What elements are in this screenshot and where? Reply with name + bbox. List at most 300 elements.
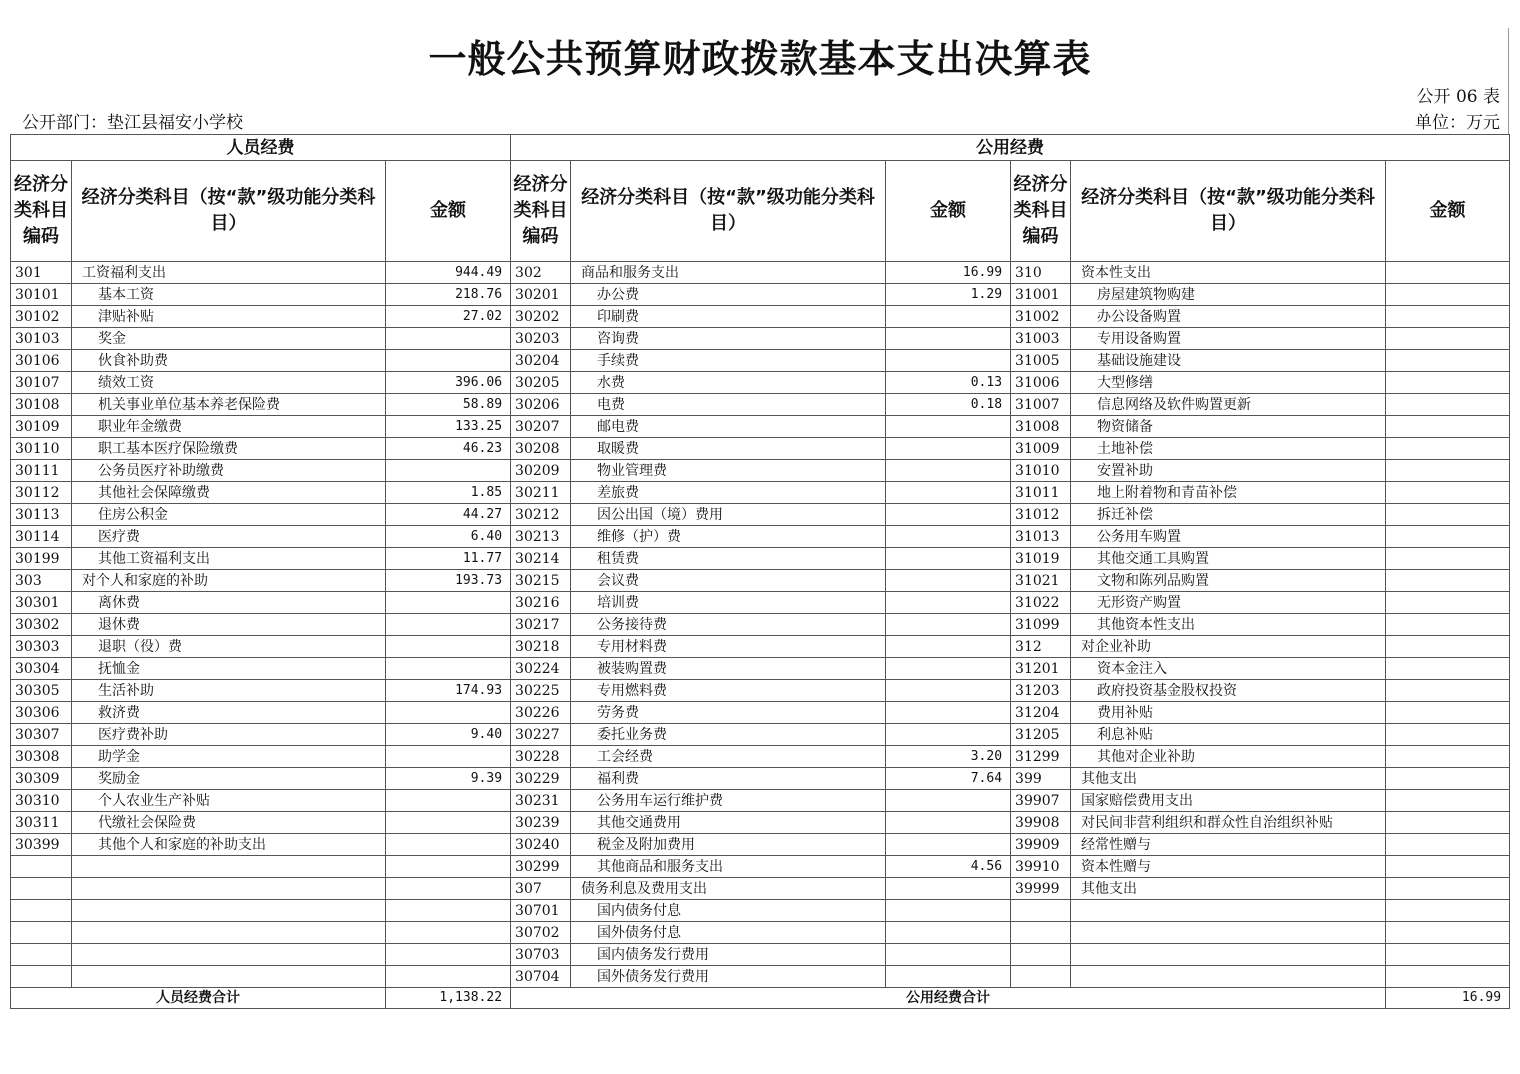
item-amount: 16.99 (886, 262, 1011, 284)
item-code: 31005 (1011, 350, 1071, 372)
item-amount (1386, 790, 1510, 812)
item-amount (386, 790, 511, 812)
item-name: 差旅费 (571, 482, 886, 504)
item-code: 31205 (1011, 724, 1071, 746)
item-code: 39910 (1011, 856, 1071, 878)
item-name: 委托业务费 (571, 724, 886, 746)
item-code: 31007 (1011, 394, 1071, 416)
table-row (11, 416, 1510, 438)
item-name: 水费 (571, 372, 886, 394)
item-name: 公务员医疗补助缴费 (72, 460, 386, 482)
table-row (11, 438, 1510, 460)
item-code: 30231 (511, 790, 571, 812)
item-code: 31011 (1011, 482, 1071, 504)
table-row (11, 328, 1510, 350)
item-code: 302 (511, 262, 571, 284)
table-row (11, 834, 1510, 856)
item-name: 其他工资福利支出 (72, 548, 386, 570)
item-code: 30307 (11, 724, 72, 746)
header-amount: 金额 (386, 161, 511, 262)
item-amount (386, 328, 511, 350)
item-name: 办公设备购置 (1071, 306, 1386, 328)
item-name: 信息网络及软件购置更新 (1071, 394, 1386, 416)
item-code: 30103 (11, 328, 72, 350)
item-amount: 1.85 (386, 482, 511, 504)
item-name: 专用材料费 (571, 636, 886, 658)
item-amount (886, 482, 1011, 504)
item-name: 房屋建筑物购建 (1071, 284, 1386, 306)
public-total-value: 16.99 (1386, 988, 1510, 1009)
item-amount (1386, 416, 1510, 438)
item-amount (1386, 834, 1510, 856)
table-row (11, 460, 1510, 482)
item-name: 公务接待费 (571, 614, 886, 636)
item-code (11, 944, 72, 966)
item-name: 离休费 (72, 592, 386, 614)
item-name: 培训费 (571, 592, 886, 614)
item-name: 其他支出 (1071, 878, 1386, 900)
item-name: 国内债务发行费用 (571, 944, 886, 966)
item-code: 31099 (1011, 614, 1071, 636)
item-name: 退职（役）费 (72, 636, 386, 658)
item-amount (1386, 636, 1510, 658)
item-name: 文物和陈列品购置 (1071, 570, 1386, 592)
item-name: 利息补贴 (1071, 724, 1386, 746)
item-name (1071, 922, 1386, 944)
item-name: 机关事业单位基本养老保险费 (72, 394, 386, 416)
item-name: 抚恤金 (72, 658, 386, 680)
item-code: 30113 (11, 504, 72, 526)
item-name: 租赁费 (571, 548, 886, 570)
item-name: 绩效工资 (72, 372, 386, 394)
item-amount: 9.39 (386, 768, 511, 790)
item-name: 职业年金缴费 (72, 416, 386, 438)
item-name: 基础设施建设 (1071, 350, 1386, 372)
item-amount (1386, 526, 1510, 548)
item-amount (386, 812, 511, 834)
item-code: 301 (11, 262, 72, 284)
item-name: 取暖费 (571, 438, 886, 460)
item-name: 物资储备 (1071, 416, 1386, 438)
item-name: 医疗费补助 (72, 724, 386, 746)
item-code: 30701 (511, 900, 571, 922)
item-code: 31010 (1011, 460, 1071, 482)
table-row (11, 636, 1510, 658)
item-amount (1386, 746, 1510, 768)
item-amount (386, 658, 511, 680)
item-amount (1386, 438, 1510, 460)
table-row (11, 372, 1510, 394)
item-code: 30309 (11, 768, 72, 790)
table-row (11, 394, 1510, 416)
item-amount: 11.77 (386, 548, 511, 570)
item-code (11, 856, 72, 878)
item-code: 30206 (511, 394, 571, 416)
item-amount (886, 438, 1011, 460)
item-code: 30218 (511, 636, 571, 658)
item-amount (886, 570, 1011, 592)
item-name: 邮电费 (571, 416, 886, 438)
item-amount (386, 702, 511, 724)
item-name: 医疗费 (72, 526, 386, 548)
item-name (72, 966, 386, 988)
item-amount (1386, 262, 1510, 284)
item-name: 大型修缮 (1071, 372, 1386, 394)
item-amount (1386, 482, 1510, 504)
item-name: 安置补助 (1071, 460, 1386, 482)
item-name (72, 900, 386, 922)
department-label: 公开部门：垫江县福安小学校 (22, 113, 243, 133)
item-amount (886, 900, 1011, 922)
item-code: 31008 (1011, 416, 1071, 438)
item-name: 政府投资基金股权投资 (1071, 680, 1386, 702)
item-amount (1386, 878, 1510, 900)
item-code: 30199 (11, 548, 72, 570)
item-code: 31006 (1011, 372, 1071, 394)
item-name: 专用燃料费 (571, 680, 886, 702)
personnel-total-value: 1,138.22 (386, 988, 511, 1009)
item-amount (886, 306, 1011, 328)
table-row (11, 658, 1510, 680)
item-name: 手续费 (571, 350, 886, 372)
item-amount (1386, 856, 1510, 878)
section-public: 公用经费 (511, 135, 1510, 161)
table-row (11, 284, 1510, 306)
item-code: 31201 (1011, 658, 1071, 680)
item-amount: 0.13 (886, 372, 1011, 394)
item-amount: 9.40 (386, 724, 511, 746)
item-name: 资本性赠与 (1071, 856, 1386, 878)
item-amount (386, 900, 511, 922)
item-amount (886, 834, 1011, 856)
item-code: 39907 (1011, 790, 1071, 812)
item-amount (886, 504, 1011, 526)
item-amount: 218.76 (386, 284, 511, 306)
item-name: 无形资产购置 (1071, 592, 1386, 614)
expenditure-table (10, 134, 1510, 1009)
item-name (72, 878, 386, 900)
item-name: 国外债务发行费用 (571, 966, 886, 988)
item-code: 30114 (11, 526, 72, 548)
item-code: 31009 (1011, 438, 1071, 460)
item-amount (1386, 922, 1510, 944)
item-code: 30308 (11, 746, 72, 768)
item-code: 399 (1011, 768, 1071, 790)
item-code: 30224 (511, 658, 571, 680)
item-name: 其他社会保障缴费 (72, 482, 386, 504)
item-amount (386, 614, 511, 636)
item-code: 31203 (1011, 680, 1071, 702)
item-amount: 46.23 (386, 438, 511, 460)
item-name: 福利费 (571, 768, 886, 790)
item-amount (386, 856, 511, 878)
item-code: 30215 (511, 570, 571, 592)
item-amount (1386, 350, 1510, 372)
table-row (11, 570, 1510, 592)
item-code: 30209 (511, 460, 571, 482)
item-code: 39909 (1011, 834, 1071, 856)
item-code: 30301 (11, 592, 72, 614)
item-code (1011, 922, 1071, 944)
item-amount (886, 680, 1011, 702)
item-amount (886, 328, 1011, 350)
item-name: 对企业补助 (1071, 636, 1386, 658)
item-name: 资本金注入 (1071, 658, 1386, 680)
item-name: 土地补偿 (1071, 438, 1386, 460)
item-code: 30225 (511, 680, 571, 702)
item-code: 30212 (511, 504, 571, 526)
item-amount (1386, 812, 1510, 834)
item-amount: 6.40 (386, 526, 511, 548)
item-name: 因公出国（境）费用 (571, 504, 886, 526)
item-name: 其他商品和服务支出 (571, 856, 886, 878)
item-amount: 4.56 (886, 856, 1011, 878)
item-code: 31019 (1011, 548, 1071, 570)
item-name: 对民间非营利组织和群众性自治组织补贴 (1071, 812, 1386, 834)
item-name (1071, 966, 1386, 988)
item-name: 救济费 (72, 702, 386, 724)
header-name: 经济分类科目（按“款”级功能分类科目） (72, 161, 386, 262)
item-amount (886, 966, 1011, 988)
item-amount (1386, 724, 1510, 746)
item-name: 经常性赠与 (1071, 834, 1386, 856)
item-code: 30216 (511, 592, 571, 614)
item-name: 商品和服务支出 (571, 262, 886, 284)
item-name: 咨询费 (571, 328, 886, 350)
item-amount (886, 812, 1011, 834)
item-code: 30106 (11, 350, 72, 372)
item-amount (886, 702, 1011, 724)
item-code: 30240 (511, 834, 571, 856)
item-amount (886, 592, 1011, 614)
table-row (11, 306, 1510, 328)
item-amount (386, 746, 511, 768)
item-amount (1386, 680, 1510, 702)
item-name: 其他支出 (1071, 768, 1386, 790)
item-amount (1386, 328, 1510, 350)
item-amount: 3.20 (886, 746, 1011, 768)
item-amount: 27.02 (386, 306, 511, 328)
table-number: 公开 06 表 (1416, 87, 1500, 107)
table-row (11, 768, 1510, 790)
table-row (11, 900, 1510, 922)
item-code: 30101 (11, 284, 72, 306)
item-name: 职工基本医疗保险缴费 (72, 438, 386, 460)
item-code: 30204 (511, 350, 571, 372)
item-code: 30201 (511, 284, 571, 306)
item-name: 劳务费 (571, 702, 886, 724)
item-name (72, 922, 386, 944)
item-amount (886, 416, 1011, 438)
item-code: 30202 (511, 306, 571, 328)
table-row (11, 592, 1510, 614)
item-amount (886, 526, 1011, 548)
item-name (72, 944, 386, 966)
item-name: 代缴社会保险费 (72, 812, 386, 834)
item-amount: 58.89 (386, 394, 511, 416)
item-amount (886, 790, 1011, 812)
item-name: 其他对企业补助 (1071, 746, 1386, 768)
item-code: 31022 (1011, 592, 1071, 614)
item-name: 国外债务付息 (571, 922, 886, 944)
item-code: 30111 (11, 460, 72, 482)
item-code: 31013 (1011, 526, 1071, 548)
item-code: 30205 (511, 372, 571, 394)
item-code: 30107 (11, 372, 72, 394)
item-amount (1386, 614, 1510, 636)
item-code: 30217 (511, 614, 571, 636)
item-amount (1386, 372, 1510, 394)
item-code: 31012 (1011, 504, 1071, 526)
item-code: 30108 (11, 394, 72, 416)
item-name: 被装购置费 (571, 658, 886, 680)
table-row (11, 262, 1510, 284)
section-personnel: 人员经费 (11, 135, 511, 161)
item-amount (886, 658, 1011, 680)
item-code (11, 922, 72, 944)
item-name: 拆迁补偿 (1071, 504, 1386, 526)
item-name: 国家赔偿费用支出 (1071, 790, 1386, 812)
item-name: 债务利息及费用支出 (571, 878, 886, 900)
item-code: 30305 (11, 680, 72, 702)
table-row (11, 724, 1510, 746)
item-code: 30229 (511, 768, 571, 790)
header-code: 经济分类科目编码 (11, 161, 72, 262)
item-code: 30213 (511, 526, 571, 548)
item-code (11, 878, 72, 900)
item-code: 39908 (1011, 812, 1071, 834)
item-code: 30702 (511, 922, 571, 944)
item-amount (386, 460, 511, 482)
item-name (1071, 900, 1386, 922)
item-name: 对个人和家庭的补助 (72, 570, 386, 592)
table-row (11, 922, 1510, 944)
item-code: 30203 (511, 328, 571, 350)
item-amount (1386, 460, 1510, 482)
item-amount (1386, 394, 1510, 416)
table-row (11, 944, 1510, 966)
item-name: 伙食补助费 (72, 350, 386, 372)
item-amount (886, 944, 1011, 966)
item-code: 31003 (1011, 328, 1071, 350)
table-row (11, 548, 1510, 570)
item-amount (886, 724, 1011, 746)
item-name: 费用补贴 (1071, 702, 1386, 724)
item-amount: 1.29 (886, 284, 1011, 306)
table-row (11, 878, 1510, 900)
header-amount: 金额 (1386, 161, 1510, 262)
table-row (11, 790, 1510, 812)
item-name: 办公费 (571, 284, 886, 306)
item-code: 31021 (1011, 570, 1071, 592)
page-title: 一般公共预算财政拨款基本支出决算表 (428, 37, 1092, 81)
item-code: 30110 (11, 438, 72, 460)
item-code: 30306 (11, 702, 72, 724)
public-total-label: 公用经费合计 (511, 988, 1386, 1009)
item-name: 基本工资 (72, 284, 386, 306)
item-name: 其他交通工具购置 (1071, 548, 1386, 570)
table-row (11, 966, 1510, 988)
item-amount (886, 614, 1011, 636)
item-amount (386, 878, 511, 900)
personnel-total-label: 人员经费合计 (11, 988, 386, 1009)
item-code (1011, 944, 1071, 966)
item-name: 公务用车购置 (1071, 526, 1386, 548)
item-name: 奖励金 (72, 768, 386, 790)
item-name: 住房公积金 (72, 504, 386, 526)
item-name: 电费 (571, 394, 886, 416)
item-name: 地上附着物和青苗补偿 (1071, 482, 1386, 504)
item-amount (386, 966, 511, 988)
item-name: 助学金 (72, 746, 386, 768)
table-row (11, 856, 1510, 878)
item-code: 312 (1011, 636, 1071, 658)
item-amount (386, 350, 511, 372)
table-row (11, 504, 1510, 526)
item-code: 30109 (11, 416, 72, 438)
item-code (11, 966, 72, 988)
item-amount (886, 350, 1011, 372)
table-body (11, 262, 1510, 988)
item-name: 津贴补贴 (72, 306, 386, 328)
item-name: 工资福利支出 (72, 262, 386, 284)
item-code: 30399 (11, 834, 72, 856)
item-name: 维修（护）费 (571, 526, 886, 548)
item-code: 30112 (11, 482, 72, 504)
item-name: 奖金 (72, 328, 386, 350)
item-name: 物业管理费 (571, 460, 886, 482)
item-amount (1386, 702, 1510, 724)
table-row (11, 812, 1510, 834)
item-code: 30211 (511, 482, 571, 504)
unit-label: 单位：万元 (1415, 113, 1500, 133)
table-row (11, 614, 1510, 636)
header-code: 经济分类科目编码 (511, 161, 571, 262)
item-code: 30239 (511, 812, 571, 834)
item-amount (1386, 966, 1510, 988)
item-code (11, 900, 72, 922)
item-code: 30227 (511, 724, 571, 746)
item-code: 30304 (11, 658, 72, 680)
item-code: 30703 (511, 944, 571, 966)
table-row (11, 482, 1510, 504)
item-code (1011, 900, 1071, 922)
table-row (11, 746, 1510, 768)
item-amount (886, 548, 1011, 570)
item-code: 30208 (511, 438, 571, 460)
table-row (11, 702, 1510, 724)
item-code: 30226 (511, 702, 571, 724)
item-amount (1386, 284, 1510, 306)
item-code: 30310 (11, 790, 72, 812)
item-name: 资本性支出 (1071, 262, 1386, 284)
item-amount: 0.18 (886, 394, 1011, 416)
item-amount (1386, 570, 1510, 592)
item-amount (886, 636, 1011, 658)
item-amount: 174.93 (386, 680, 511, 702)
header-code: 经济分类科目编码 (1011, 161, 1071, 262)
item-amount (386, 944, 511, 966)
item-name: 国内债务付息 (571, 900, 886, 922)
item-amount: 133.25 (386, 416, 511, 438)
item-amount: 44.27 (386, 504, 511, 526)
item-amount (886, 460, 1011, 482)
item-code (1011, 966, 1071, 988)
item-code: 303 (11, 570, 72, 592)
item-amount (1386, 900, 1510, 922)
item-amount (1386, 658, 1510, 680)
item-code: 30302 (11, 614, 72, 636)
